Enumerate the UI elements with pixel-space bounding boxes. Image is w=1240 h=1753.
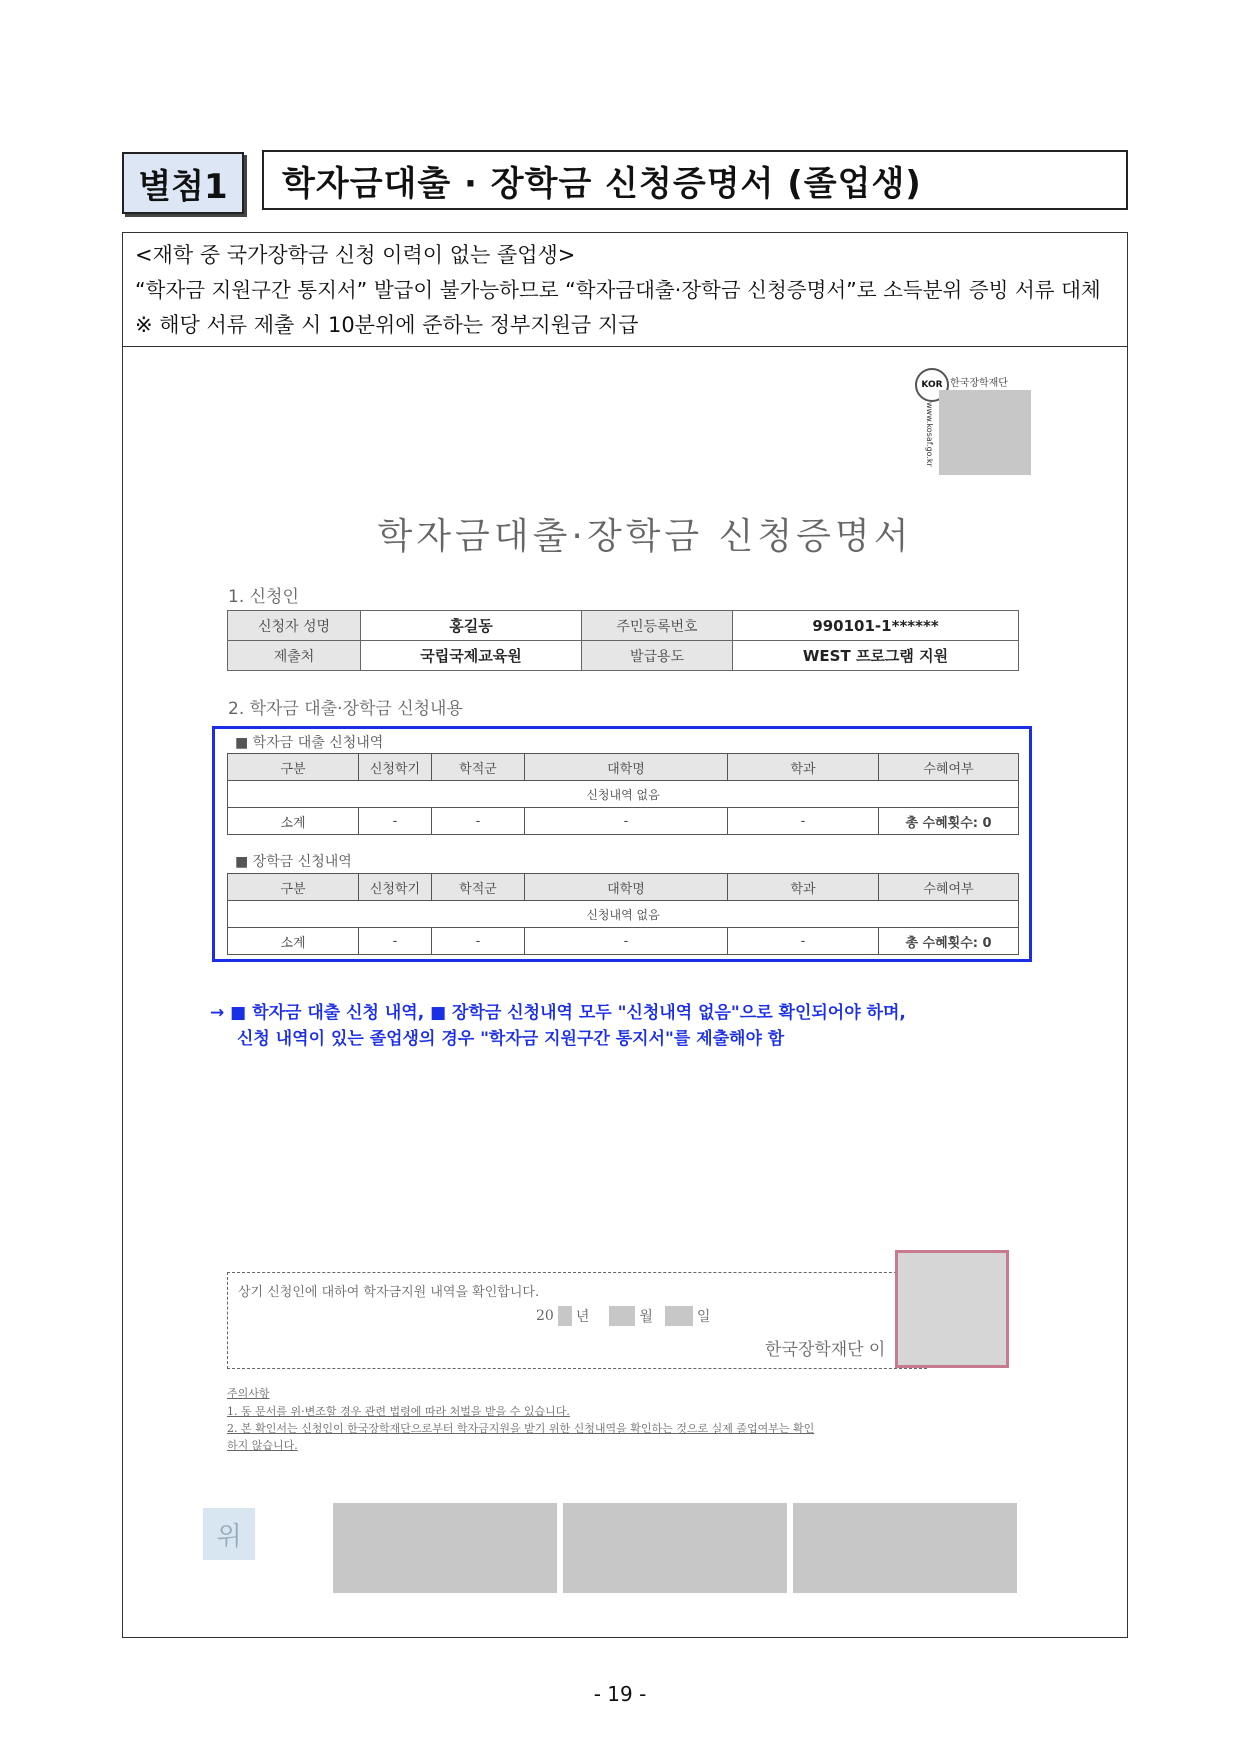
subtotal-cell: - <box>432 928 525 955</box>
col-header: 구분 <box>228 874 359 901</box>
col-header: 대학명 <box>525 754 728 781</box>
redacted-block <box>563 1503 787 1593</box>
redacted-block <box>793 1503 1017 1593</box>
confirmation-box <box>227 1272 927 1369</box>
document-title: 학자금대출 · 장학금 신청증명서 (졸업생) <box>262 150 1128 210</box>
caution-line-1: 1. 동 문서를 위·변조할 경우 관련 법령에 따라 처벌을 받을 수 있습니다. <box>227 1405 570 1418</box>
subtotal-cell: 소계 <box>228 808 359 835</box>
issuer-name: 한국장학재단 이 <box>765 1340 886 1360</box>
section-1-title: 1. 신청인 <box>228 587 299 607</box>
blue-annotation-line-2: 신청 내역이 있는 졸업생의 경우 "학자금 지원구간 통지서"를 제출해야 함 <box>237 1029 785 1049</box>
logo-text: 한국장학재단 <box>950 378 1008 389</box>
subtotal-cell: - <box>728 808 879 835</box>
subtotal-total: 총 수혜횟수: 0 <box>879 808 1019 835</box>
notice-line-2: “학자금 지원구간 통지서” 발급이 불가능하므로 “학자금대출·장학금 신청증명서”로 소득분위 증빙 서류 대체 <box>135 278 1101 302</box>
blue-annotation-line-1: → ■ 학자금 대출 신청 내역, ■ 장학금 신청내역 모두 "신청내역 없음"으로 확인되어야 하며, <box>210 1003 906 1023</box>
date-day-unit: 일 <box>696 1309 711 1325</box>
col-header: 구분 <box>228 754 359 781</box>
caution-title: 주의사항 <box>227 1387 270 1400</box>
notice-line-1: <재학 중 국가장학금 신청 이력이 없는 졸업생> <box>135 243 576 267</box>
dest-value: 국립국제교육원 <box>361 641 582 671</box>
certificate-title: 학자금대출·장학금 신청증명서 <box>377 516 913 557</box>
col-header: 신청학기 <box>359 874 432 901</box>
date-year-prefix: 20 <box>536 1308 554 1324</box>
subtotal-cell: - <box>525 928 728 955</box>
redacted-barcode <box>939 390 1031 475</box>
date-year-unit: 년 <box>575 1309 590 1325</box>
confirmation-text: 상기 신청인에 대하여 학자금지원 내역을 확인합니다. <box>238 1285 540 1300</box>
caution-line-3: 하지 않습니다. <box>227 1439 298 1452</box>
redacted-year <box>558 1306 572 1326</box>
name-label: 신청자 성명 <box>228 611 361 641</box>
purpose-value: WEST 프로그램 지원 <box>733 641 1019 671</box>
redacted-month <box>609 1306 635 1326</box>
id-value: 990101-1****** <box>733 611 1019 641</box>
subtotal-cell: - <box>359 808 432 835</box>
col-header: 수혜여부 <box>879 754 1019 781</box>
subtotal-cell: - <box>525 808 728 835</box>
date-month-unit: 월 <box>639 1309 653 1325</box>
redacted-day <box>665 1306 693 1326</box>
subtotal-cell: - <box>359 928 432 955</box>
caution-line-2: 2. 본 확인서는 신청인이 한국장학재단으로부터 학자금지원을 받기 위한 신청내역을 확인하는 것으로 실제 졸업여부는 확인 <box>227 1422 815 1435</box>
logo-url: www.kosaf.go.kr <box>925 402 934 467</box>
subtotal-total: 총 수혜횟수: 0 <box>879 928 1019 955</box>
kosaf-logo-icon: KOR <box>915 368 949 402</box>
name-value: 홍길동 <box>361 611 582 641</box>
dest-label: 제출처 <box>228 641 361 671</box>
col-header: 학과 <box>728 754 879 781</box>
loan-section-title: ■ 학자금 대출 신청내역 <box>235 735 384 751</box>
col-header: 학과 <box>728 874 879 901</box>
page-number: - 19 - <box>593 1682 647 1706</box>
notice-line-3: ※ 해당 서류 제출 시 10분위에 준하는 정부지원금 지급 <box>135 313 639 337</box>
no-records-row: 신청내역 없음 <box>228 901 1019 928</box>
scholarship-table <box>227 873 1019 955</box>
redacted-block <box>333 1503 557 1593</box>
purpose-label: 발급용도 <box>582 641 733 671</box>
col-header: 학적군 <box>432 754 525 781</box>
col-header: 수혜여부 <box>879 874 1019 901</box>
subtotal-cell: - <box>432 808 525 835</box>
applicant-table <box>227 610 1019 671</box>
watermark-mark: 위 <box>203 1508 255 1560</box>
official-seal <box>895 1250 1009 1368</box>
notice-box <box>123 233 1127 347</box>
history-highlight-box <box>212 726 1032 962</box>
col-header: 대학명 <box>525 874 728 901</box>
col-header: 학적군 <box>432 874 525 901</box>
no-records-row: 신청내역 없음 <box>228 781 1019 808</box>
certificate-image <box>210 360 1075 1625</box>
blue-annotation <box>210 1000 1070 1052</box>
id-label: 주민등록번호 <box>582 611 733 641</box>
subtotal-cell: - <box>728 928 879 955</box>
subtotal-cell: 소계 <box>228 928 359 955</box>
col-header: 신청학기 <box>359 754 432 781</box>
issue-date <box>536 1306 710 1326</box>
annex-tag: 별첨1 <box>122 152 244 214</box>
scholarship-section-title: ■ 장학금 신청내역 <box>235 854 352 870</box>
loan-table <box>227 753 1019 835</box>
section-2-title: 2. 학자금 대출·장학금 신청내용 <box>228 699 463 719</box>
